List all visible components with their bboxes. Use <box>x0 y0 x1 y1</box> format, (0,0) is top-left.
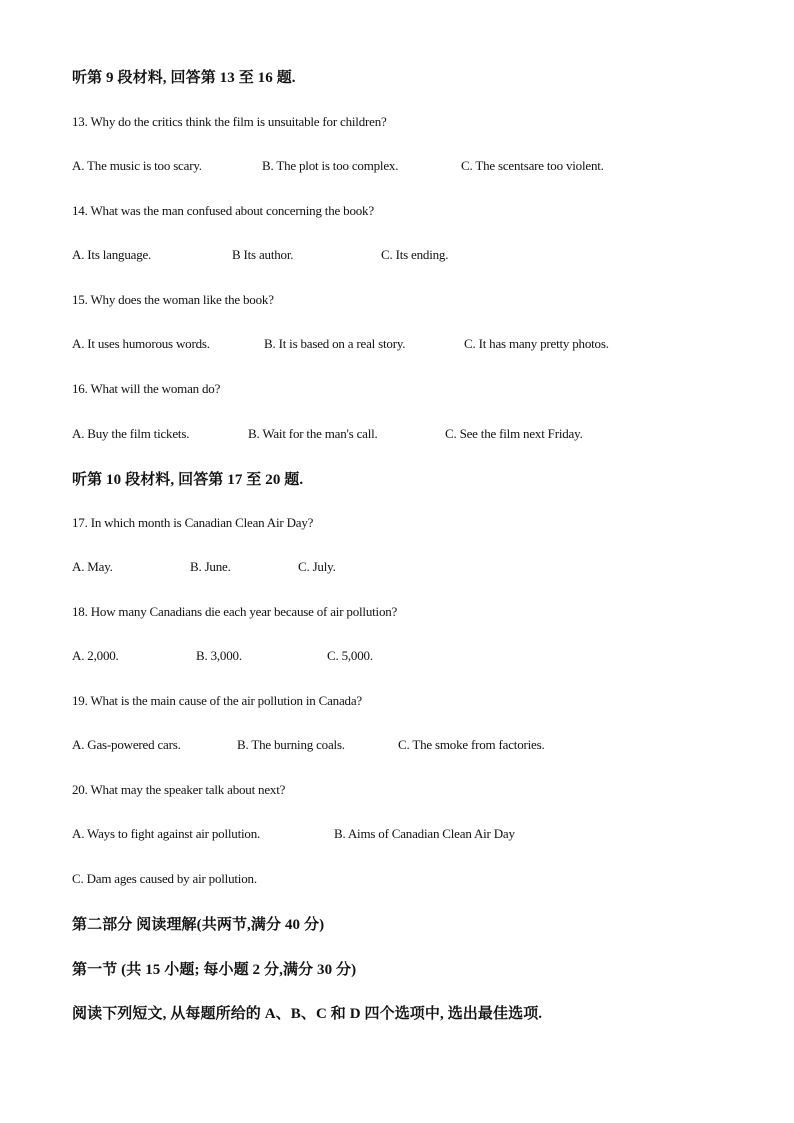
option-19-a: A. Gas-powered cars. <box>72 737 181 752</box>
option-16-b: B. Wait for the man's call. <box>248 426 378 441</box>
option-15-a: A. It uses humorous words. <box>72 336 210 351</box>
part2-title: 第二部分 阅读理解(共两节,满分 40 分) <box>72 917 325 933</box>
option-17-b: B. June. <box>190 559 231 574</box>
part2-section1: 第一节 (共 15 小题; 每小题 2 分,满分 30 分) <box>72 962 357 978</box>
question-15: 15. Why does the woman like the book? <box>72 292 274 307</box>
option-13-b: B. The plot is too complex. <box>262 158 399 173</box>
option-15-b: B. It is based on a real story. <box>264 336 406 351</box>
option-18-b: B. 3,000. <box>196 648 242 663</box>
option-17-a: A. May. <box>72 559 113 574</box>
question-13: 13. Why do the critics think the film is unsuitable for children? <box>72 114 387 129</box>
question-16: 16. What will the woman do? <box>72 381 221 396</box>
question-17: 17. In which month is Canadian Clean Air Day? <box>72 515 314 530</box>
question-18: 18. How many Canadians die each year because of air pollution? <box>72 604 398 619</box>
option-18-a: A. 2,000. <box>72 648 119 663</box>
option-14-a: A. Its language. <box>72 247 152 262</box>
section-heading-9: 听第 9 段材料, 回答第 13 至 16 题. <box>72 70 296 86</box>
option-20-c: C. Dam ages caused by air pollution. <box>72 871 257 886</box>
option-19-c: C. The smoke from factories. <box>398 737 545 752</box>
option-16-c: C. See the film next Friday. <box>445 426 583 441</box>
question-19: 19. What is the main cause of the air pollution in Canada? <box>72 693 362 708</box>
option-20-a: A. Ways to fight against air pollution. <box>72 826 261 841</box>
option-13-a: A. The music is too scary. <box>72 158 202 173</box>
option-14-c: C. Its ending. <box>381 247 449 262</box>
question-20: 20. What may the speaker talk about next? <box>72 782 286 797</box>
option-15-c: C. It has many pretty photos. <box>464 336 609 351</box>
question-14: 14. What was the man confused about concerning the book? <box>72 203 374 218</box>
part2-instruction: 阅读下列短文, 从每题所给的 A、B、C 和 D 四个选项中, 选出最佳选项. <box>72 1006 543 1022</box>
option-20-b: B. Aims of Canadian Clean Air Day <box>334 826 515 841</box>
option-19-b: B. The burning coals. <box>237 737 345 752</box>
option-18-c: C. 5,000. <box>327 648 373 663</box>
option-13-c: C. The scentsare too violent. <box>461 158 604 173</box>
option-17-c: C. July. <box>298 559 336 574</box>
option-16-a: A. Buy the film tickets. <box>72 426 190 441</box>
section-heading-10: 听第 10 段材料, 回答第 17 至 20 题. <box>72 472 304 488</box>
option-14-b: B Its author. <box>232 247 294 262</box>
